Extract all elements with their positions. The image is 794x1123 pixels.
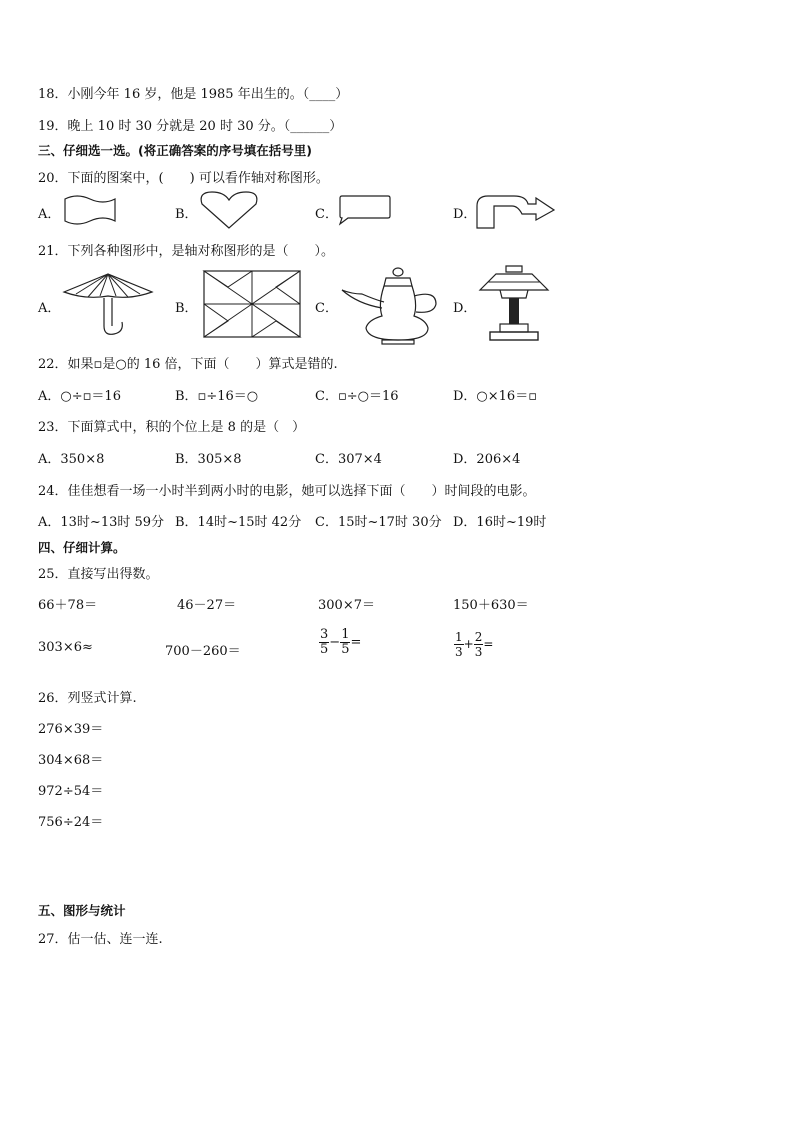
q24-option-b: B．14时~15时 42分 <box>175 515 302 530</box>
section-5-heading: 五、图形与统计 <box>38 903 126 918</box>
operator: − <box>329 635 341 650</box>
question-18: 18．小刚今年 16 岁，他是 1985 年出生的。（____） <box>38 87 349 102</box>
q22-option-c: C．▫÷○＝16 <box>315 389 399 404</box>
vertical-calc-item: 276×39＝ <box>38 722 104 737</box>
q23-option-b: B．305×8 <box>175 452 242 467</box>
question-25-stem: 25．直接写出得数。 <box>38 567 159 582</box>
q21-option-b-label: B． <box>175 301 198 316</box>
speech-bubble-icon <box>336 194 392 226</box>
q22-option-b: B．▫÷16＝○ <box>175 389 259 404</box>
denominator: 3 <box>455 645 463 659</box>
fraction <box>454 630 464 659</box>
numerator: 1 <box>455 630 463 644</box>
denominator: 5 <box>341 642 350 657</box>
fraction <box>474 630 484 659</box>
numerator: 1 <box>341 627 350 642</box>
calc-item: 46－27＝ <box>177 598 237 613</box>
question-22-stem: 22．如果▫是○的 16 倍，下面（ ）算式是错的. <box>38 357 338 372</box>
question-23-stem: 23．下面算式中，积的个位上是 8 的是（ ） <box>38 420 306 435</box>
vertical-calc-item: 304×68＝ <box>38 753 104 768</box>
q20-option-a-label: A． <box>38 207 61 222</box>
calc-item: 150＋630＝ <box>453 598 529 613</box>
pinwheel-icon <box>202 269 302 341</box>
question-20-stem: 20．下面的图案中，( ) 可以看作轴对称图形。 <box>38 171 329 186</box>
fraction-expression-1 <box>319 628 361 657</box>
section-4-heading: 四、仔细计算。 <box>38 540 126 555</box>
section-3-heading: 三、仔细选一选。(将正确答案的序号填在括号里) <box>38 143 312 158</box>
q21-option-d-label: D． <box>453 301 477 316</box>
vertical-calc-item: 756÷24＝ <box>38 815 104 830</box>
calc-item: 66＋78＝ <box>38 598 98 613</box>
q21-option-a-label: A． <box>38 301 61 316</box>
q23-option-c: C．307×4 <box>315 452 382 467</box>
q20-option-b-label: B． <box>175 207 198 222</box>
question-21-stem: 21．下列各种图形中，是轴对称图形的是（ ）。 <box>38 244 335 259</box>
curved-arrow-icon <box>474 192 558 230</box>
calc-item: 300×7＝ <box>318 598 375 613</box>
q24-option-a: A．13时~13时 59分 <box>38 515 165 530</box>
question-26-stem: 26．列竖式计算. <box>38 691 137 706</box>
q20-option-d-label: D． <box>453 207 477 222</box>
umbrella-icon <box>62 270 154 340</box>
flag-shape-icon <box>63 193 118 227</box>
fraction-expression-2 <box>454 630 493 659</box>
question-19: 19．晚上 10 时 30 分就是 20 时 30 分。（______） <box>38 119 343 134</box>
fraction <box>319 628 329 657</box>
q22-option-a: A．○÷▫＝16 <box>38 389 121 404</box>
fraction <box>340 628 350 657</box>
calc-item: 700－260＝ <box>165 644 241 659</box>
q21-option-c-label: C． <box>315 301 338 316</box>
q24-option-c: C．15时~17时 30分 <box>315 515 442 530</box>
operator: + <box>463 637 474 651</box>
denominator: 5 <box>320 642 329 657</box>
numerator: 2 <box>474 630 483 644</box>
q24-option-d: D．16时~19时 <box>453 515 547 530</box>
q22-option-d: D．○×16＝▫ <box>453 389 538 404</box>
lamp-icon <box>476 264 552 344</box>
equals-sign: = <box>483 637 494 651</box>
vertical-calc-item: 972÷54＝ <box>38 784 104 799</box>
question-27: 27．估一估、连一连. <box>38 932 163 947</box>
heart-shape-icon <box>198 190 260 230</box>
q20-option-c-label: C． <box>315 207 338 222</box>
equals-sign: = <box>350 635 362 650</box>
teapot-icon <box>338 264 440 346</box>
calc-item: 303×6≈ <box>38 640 93 655</box>
q23-option-a: A．350×8 <box>38 452 105 467</box>
numerator: 3 <box>320 627 329 642</box>
question-24-stem: 24．佳佳想看一场一小时半到两小时的电影，她可以选择下面（ ）时间段的电影。 <box>38 484 536 499</box>
q23-option-d: D．206×4 <box>453 452 521 467</box>
denominator: 3 <box>474 645 483 659</box>
